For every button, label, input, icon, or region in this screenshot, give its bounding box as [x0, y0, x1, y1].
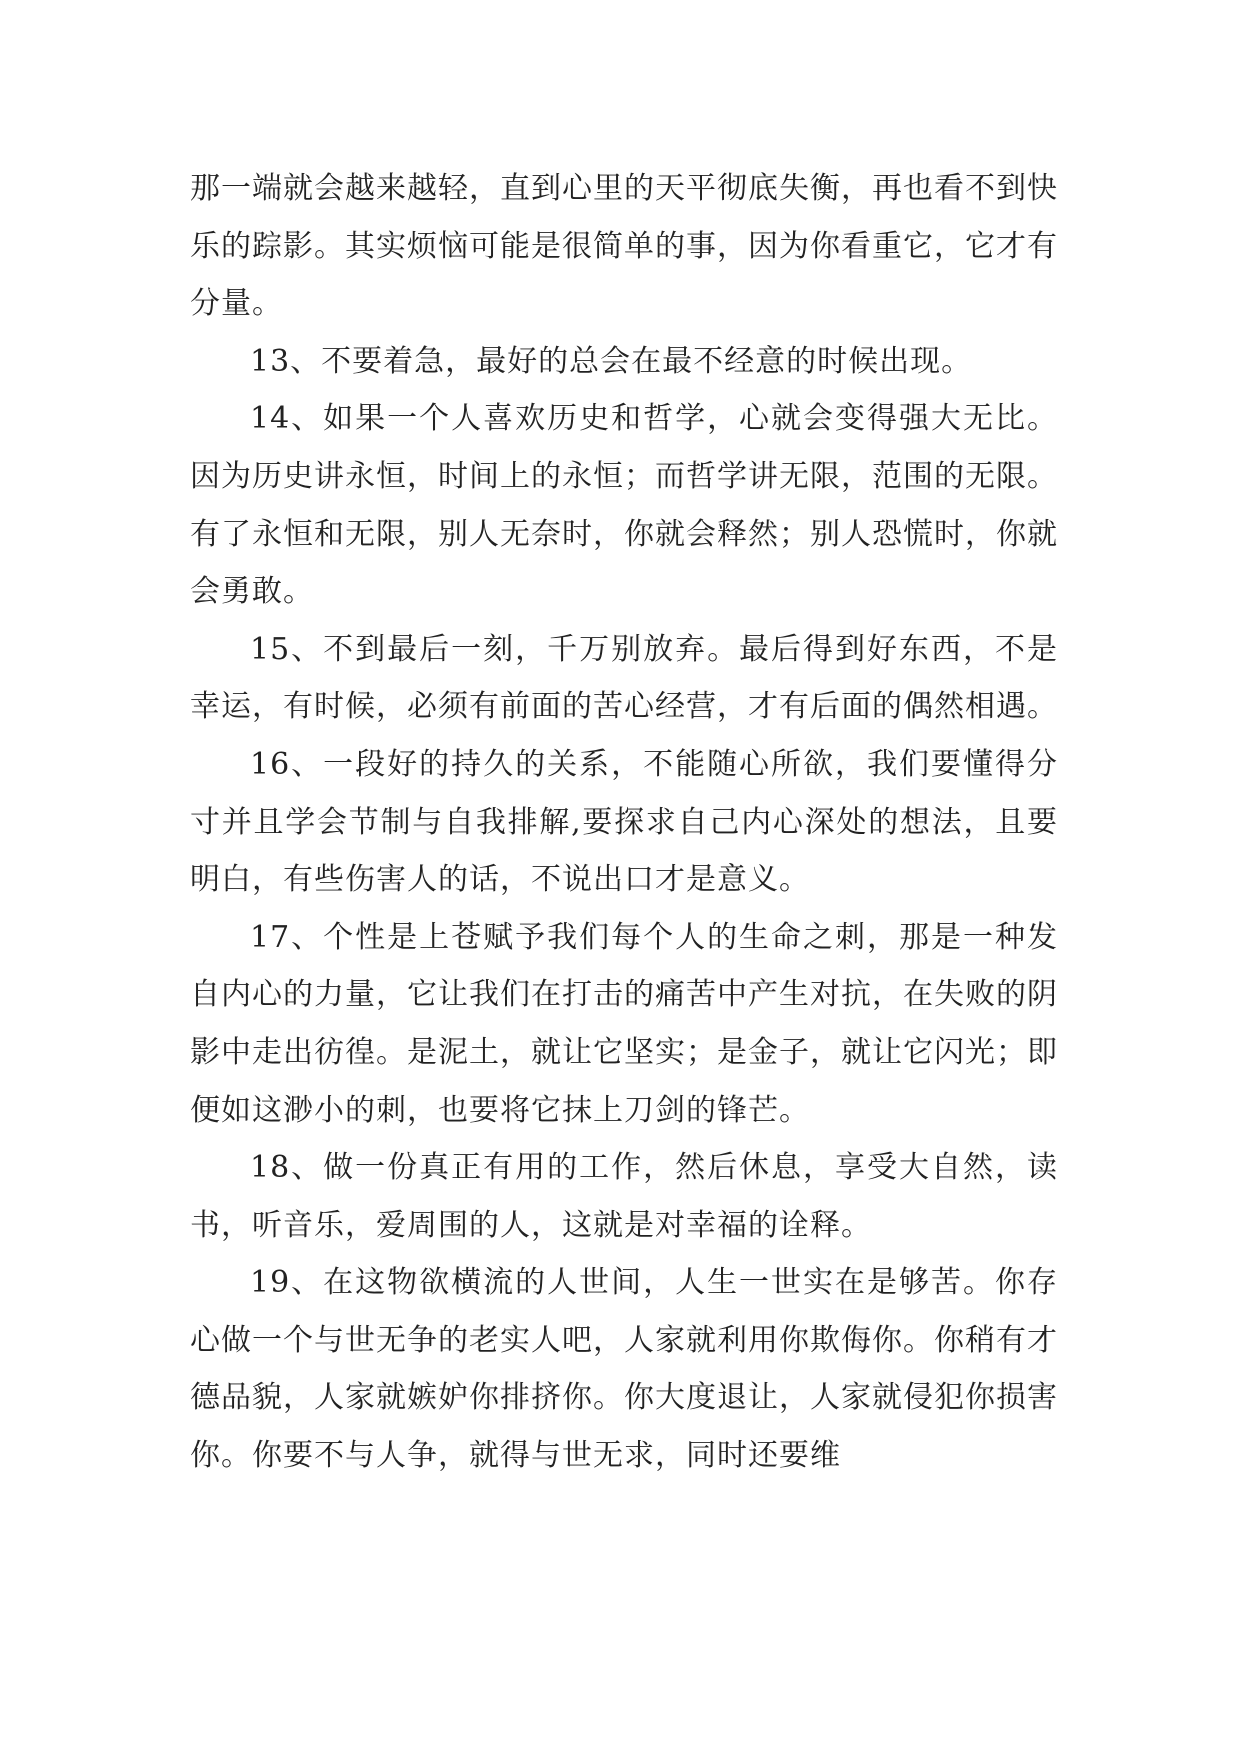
paragraph-13: 13、不要着急，最好的总会在最不经意的时候出现。 [250, 343, 973, 379]
paragraph-18: 18、做一份真正有用的工作，然后休息，享受大自然，读书，听音乐，爱周围的人，这就是对幸福的诠释。 [190, 1150, 1058, 1243]
paragraph-17: 17、个性是上苍赋予我们每个人的生命之刺，那是一种发自内心的力量，它让我们在打击的痛苦中产生对抗，在失败的阴影中走出彷徨。是泥土，就让它坚实；是金子，就让它闪光；即便如这渺小的刺，也要将它抹上刀剑的锋芒。 [190, 919, 1058, 1128]
paragraph-continuation: 那一端就会越来越轻，直到心里的天平彻底失衡，再也看不到快乐的踪影。其实烦恼可能是很简单的事，因为你看重它，它才有分量。 [190, 171, 1058, 322]
paragraph-19: 19、在这物欲横流的人世间，人生一世实在是够苦。你存心做一个与世无争的老实人吧，人家就利用你欺侮你。你稍有才德品貌，人家就嫉妒你排挤你。你大度退让，人家就侵犯你损害你。你要不与人争，就得与世无求，同时还要维 [190, 1265, 1058, 1474]
paragraph-15: 15、不到最后一刻，千万别放弃。最后得到好东西，不是幸运，有时候，必须有前面的苦心经营，才有后面的偶然相遇。 [190, 631, 1058, 725]
paragraph-16: 16、一段好的持久的关系，不能随心所欲，我们要懂得分寸并且学会节制与自我排解,要探求自己内心深处的想法，且要明白，有些伤害人的话，不说出口才是意义。 [190, 746, 1058, 898]
document-body [190, 160, 1058, 1485]
paragraph-14: 14、如果一个人喜欢历史和哲学，心就会变得强大无比。因为历史讲永恒，时间上的永恒；而哲学讲无限，范围的无限。有了永恒和无限，别人无奈时，你就会释然；别人恐慌时，你就会勇敢。 [190, 401, 1058, 610]
